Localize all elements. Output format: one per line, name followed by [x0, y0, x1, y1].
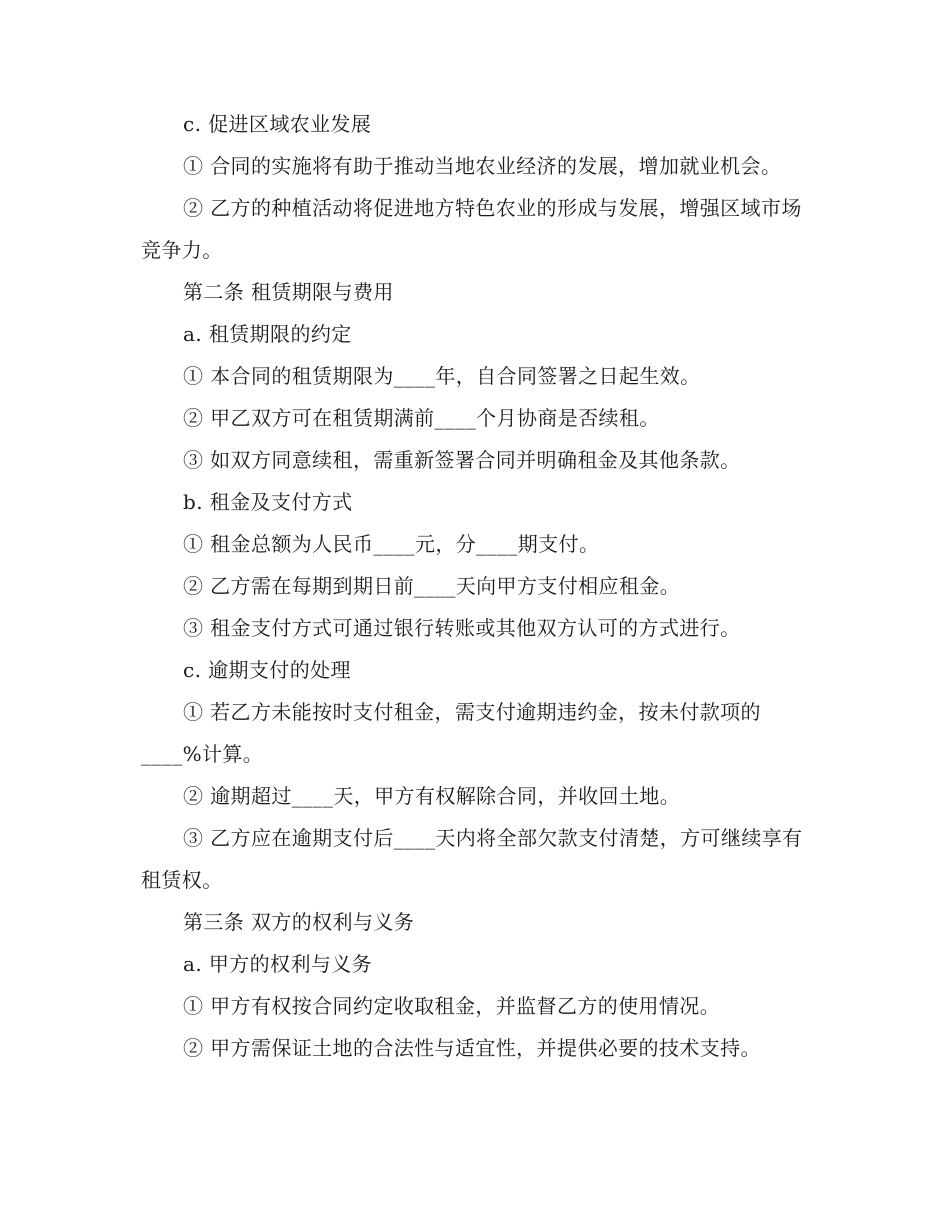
- article-heading: 第二条 租赁期限与费用: [183, 280, 394, 304]
- clause-item: ② 逾期超过____天，甲方有权解除合同，并收回土地。: [183, 784, 681, 808]
- document-body: [141, 103, 809, 1069]
- clause-item: ② 甲方需保证土地的合法性与适宜性，并提供必要的技术支持。: [183, 1036, 761, 1060]
- clause-item: ① 甲方有权按合同约定收取租金，并监督乙方的使用情况。: [183, 994, 721, 1018]
- section-subheading: b. 租金及支付方式: [183, 490, 353, 514]
- article-heading: 第三条 双方的权利与义务: [183, 910, 415, 934]
- clause-item: ② 乙方需在每期到期日前____天向甲方支付相应租金。: [183, 574, 681, 598]
- clause-item: ② 甲乙双方可在租赁期满前____个月协商是否续租。: [183, 406, 660, 430]
- clause-item: ① 本合同的租赁期限为____年，自合同签署之日起生效。: [183, 364, 701, 388]
- clause-item: ① 租金总额为人民币____元，分____期支付。: [183, 532, 600, 556]
- clause-item: ② 乙方的种植活动将促进地方特色农业的形成与发展，增强区域市场竞争力。: [141, 196, 802, 262]
- clause-item: ③ 租金支付方式可通过银行转账或其他双方认可的方式进行。: [183, 616, 741, 640]
- clause-item: ① 合同的实施将有助于推动当地农业经济的发展，增加就业机会。: [183, 154, 782, 178]
- clause-item: ① 若乙方未能按时支付租金，需支付逾期违约金，按未付款项的____%计算。: [141, 700, 761, 766]
- clause-item: ③ 乙方应在逾期支付后____天内将全部欠款支付清楚，方可继续享有租赁权。: [141, 826, 803, 892]
- section-subheading: c. 促进区域农业发展: [183, 112, 372, 136]
- section-subheading: a. 甲方的权利与义务: [183, 952, 373, 976]
- section-subheading: a. 租赁期限的约定: [183, 322, 352, 346]
- clause-item: ③ 如双方同意续租，需重新签署合同并明确租金及其他条款。: [183, 448, 741, 472]
- section-subheading: c. 逾期支付的处理: [183, 658, 351, 682]
